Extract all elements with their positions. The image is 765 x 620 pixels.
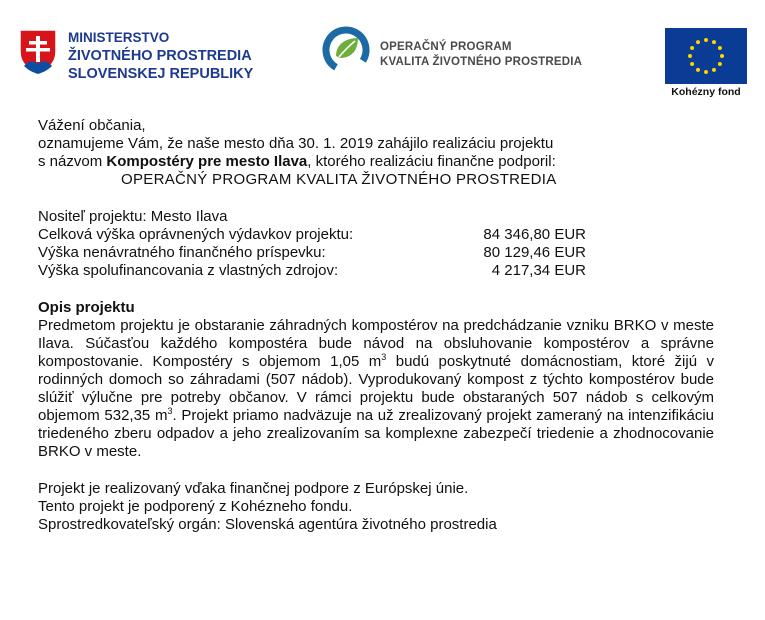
eu-flag-icon [665, 28, 747, 84]
footer-line-3: Sprostredkovateľský orgán: Slovenská agentúra životného prostredia [38, 516, 497, 533]
superscript: 3 [381, 352, 387, 362]
financing-row [38, 262, 718, 280]
description-part-3: . Projekt priamo nadväzuje na už zrealizovaný projekt zameraný na intenzifikáciu triedeného zberu odpadov a jeho zrealizovaním sa komplexne zabezpečí triedenie a zhodnocovanie BRKO v meste. [38, 407, 714, 460]
financing-value: 4 217,34 EUR [491, 262, 586, 279]
financing-value: 80 129,46 EUR [483, 244, 586, 261]
greeting: Vážení občania, [38, 117, 146, 134]
notice-body [38, 117, 718, 534]
financing-label: Výška spolufinancovania z vlastných zdrojov: [38, 262, 339, 279]
eu-cohesion-fund-logo [665, 28, 747, 100]
financing-row [38, 244, 718, 262]
logo-header [0, 0, 765, 105]
financing-label: Výška nenávratného finančného príspevku: [38, 244, 326, 261]
intro-line-1: oznamujeme Vám, že naše mesto dňa 30. 1. 2019 zahájilo realizáciu projektu [38, 135, 554, 152]
intro-prefix: s názvom [38, 153, 107, 170]
financing-row [38, 226, 718, 244]
ministry-line-2: ŽIVOTNÉHO PROSTREDIA [68, 48, 252, 64]
project-bearer: Nositeľ projektu: Mesto Ilava [38, 208, 228, 225]
slovak-coat-of-arms-icon [18, 28, 58, 76]
footer-line-2: Tento projekt je podporený z Kohézneho fondu. [38, 498, 353, 515]
program-title: OPERAČNÝ PROGRAM KVALITA ŽIVOTNÉHO PROSTREDIA [121, 171, 557, 188]
ministry-line-1: MINISTERSTVO [68, 30, 170, 45]
ministry-name [68, 29, 253, 83]
description-part-1: Predmetom projektu je obstaranie záhradných kompostérov na predchádzanie vzniku BRKO v meste Ilava. Súčasťou každého kompostéra bude návod na obsluhovanie kompostérov a správne kompostovanie. Kompostéry s objemom 1,05 m [38, 317, 714, 370]
project-name: Kompostéry pre mesto Ilava [106, 153, 308, 170]
description-text [38, 317, 714, 461]
cohesion-fund-caption: Kohézny fond [671, 86, 741, 98]
ministry-line-3: SLOVENSKEJ REPUBLIKY [68, 66, 254, 82]
program-line-1: OPERAČNÝ PROGRAM [380, 41, 512, 53]
superscript: 3 [167, 406, 173, 416]
description-title: Opis projektu [38, 299, 135, 316]
financing-label: Celková výška oprávnených výdavkov projektu: [38, 226, 354, 243]
intro-suffix: , ktorého realizáciu finančne podporil: [307, 153, 556, 170]
footer-line-1: Projekt je realizovaný vďaka finančnej podpore z Európskej únie. [38, 480, 469, 497]
op-kzp-logo-icon [322, 26, 370, 74]
program-line-2: KVALITA ŽIVOTNÉHO PROSTREDIA [380, 56, 583, 68]
intro-line-2 [38, 153, 718, 171]
financing-value: 84 346,80 EUR [483, 226, 586, 243]
operational-program-name [380, 40, 582, 70]
description-part-2: budú poskytnuté domácnostiam, ktoré žijú v rodinných domoch so záhradami (507 nádob). Vyprodukovaný kompost z týchto kompostérov bude slúžiť výlučne pre potreby občanov. V rámci projektu bude obstaraných 507 nádob s celkovým objemom 532,35 m [38, 353, 714, 424]
